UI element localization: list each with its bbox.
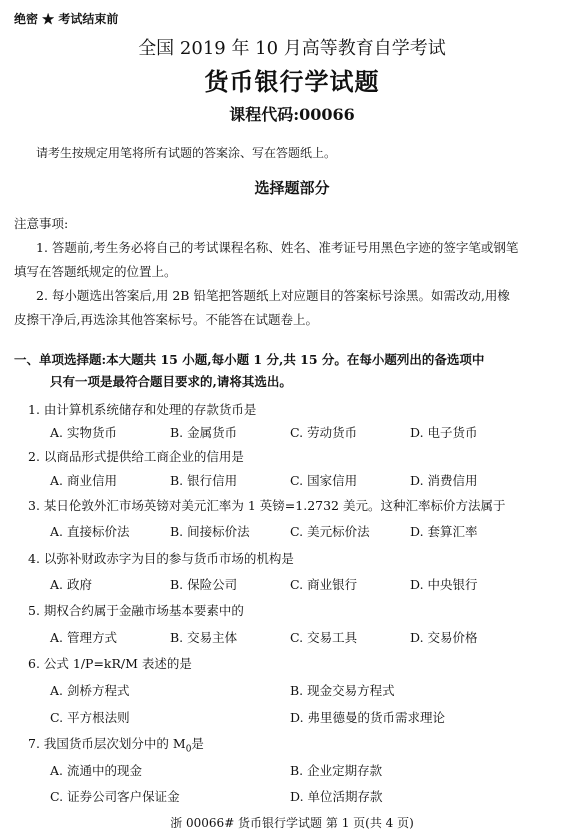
question-3-option-c: C. 美元标价法 [290,524,370,539]
question-6-option-d: D. 弗里德曼的货币需求理论 [290,710,446,725]
question-7-option-b: B. 企业定期存款 [290,763,383,778]
confidential-mark: 绝密 ★ 考试结束前 [14,12,119,26]
question-3-option-b: B. 间接标价法 [170,524,250,539]
question-6-stem: 6. 公式 1/P=kR/M 表述的是 [28,656,192,671]
question-3-stem: 3. 某日伦敦外汇市场英镑对美元汇率为 1 英镑=1.2732 美元。这种汇率标价方法属于 [28,498,506,513]
question-3-option-a: A. 直接标价法 [50,524,130,539]
question-5-option-c: C. 交易工具 [290,630,358,645]
question-6-option-c: C. 平方根法则 [50,710,130,725]
question-2-option-a: A. 商业信用 [50,473,117,488]
question-6-option-a: A. 剑桥方程式 [50,683,130,698]
question-3-option-d: D. 套算汇率 [410,524,478,539]
question-5-option-b: B. 交易主体 [170,630,238,645]
question-7-stem-suffix: 是 [191,736,204,751]
question-4-option-d: D. 中央银行 [410,577,478,592]
subject-title: 货币银行学试题 [204,67,380,96]
question-7-stem-prefix: 7. 我国货币层次划分中的 M [28,736,186,751]
page-footer: 浙 00066# 货币银行学试题 第 1 页(共 4 页) [170,816,414,830]
question-6-option-b: B. 现金交易方程式 [290,683,395,698]
question-1-stem: 1. 由计算机系统储存和处理的存款货币是 [28,402,257,417]
question-4-option-a: A. 政府 [50,577,92,592]
question-4-option-c: C. 商业银行 [290,577,358,592]
question-2-option-b: B. 银行信用 [170,473,238,488]
question-2-option-d: D. 消费信用 [410,473,478,488]
exam-title: 全国 2019 年 10 月高等教育自学考试 [138,38,446,59]
answer-notice: 请考生按规定用笔将所有试题的答案涂、写在答题纸上。 [36,146,337,160]
question-2-stem: 2. 以商品形式提供给工商企业的信用是 [28,449,244,464]
question-1-option-d: D. 电子货币 [410,425,478,440]
course-code: 课程代码:00066 [229,105,355,124]
question-7-option-c: C. 证券公司客户保证金 [50,789,180,804]
question-5-option-d: D. 交易价格 [410,630,478,645]
instructions-heading: 注意事项: [14,216,69,231]
instruction-2-line-2: 皮擦干净后,再选涂其他答案标号。不能答在试题卷上。 [14,312,318,327]
instruction-1-line-1: 1. 答题前,考生务必将自己的考试课程名称、姓名、准考证号用黑色字迹的签字笔或钢笔 [36,240,519,255]
part1-heading-line-1: 一、单项选择题:本大题共 15 小题,每小题 1 分,共 15 分。在每小题列出的备选项中 [14,352,485,367]
question-1-option-c: C. 劳动货币 [290,425,358,440]
question-5-option-a: A. 管理方式 [50,630,117,645]
question-7-option-d: D. 单位活期存款 [290,789,383,804]
question-7-stem [28,734,204,755]
question-5-stem: 5. 期权合约属于金融市场基本要素中的 [28,603,244,618]
section-title: 选择题部分 [254,179,330,197]
question-4-option-b: B. 保险公司 [170,577,238,592]
question-2-option-c: C. 国家信用 [290,473,358,488]
question-7-stem-subscript: 0 [185,744,192,755]
question-1-option-b: B. 金属货币 [170,425,238,440]
question-1-option-a: A. 实物货币 [50,425,117,440]
instruction-1-line-2: 填写在答题纸规定的位置上。 [14,264,177,279]
part1-heading-line-2: 只有一项是最符合题目要求的,请将其选出。 [50,374,292,389]
question-4-stem: 4. 以弥补财政赤字为目的参与货币市场的机构是 [28,551,294,566]
question-7-option-a: A. 流通中的现金 [50,763,142,778]
instruction-2-line-1: 2. 每小题选出答案后,用 2B 铅笔把答题纸上对应题目的答案标号涂黑。如需改动,用橡 [36,288,510,303]
